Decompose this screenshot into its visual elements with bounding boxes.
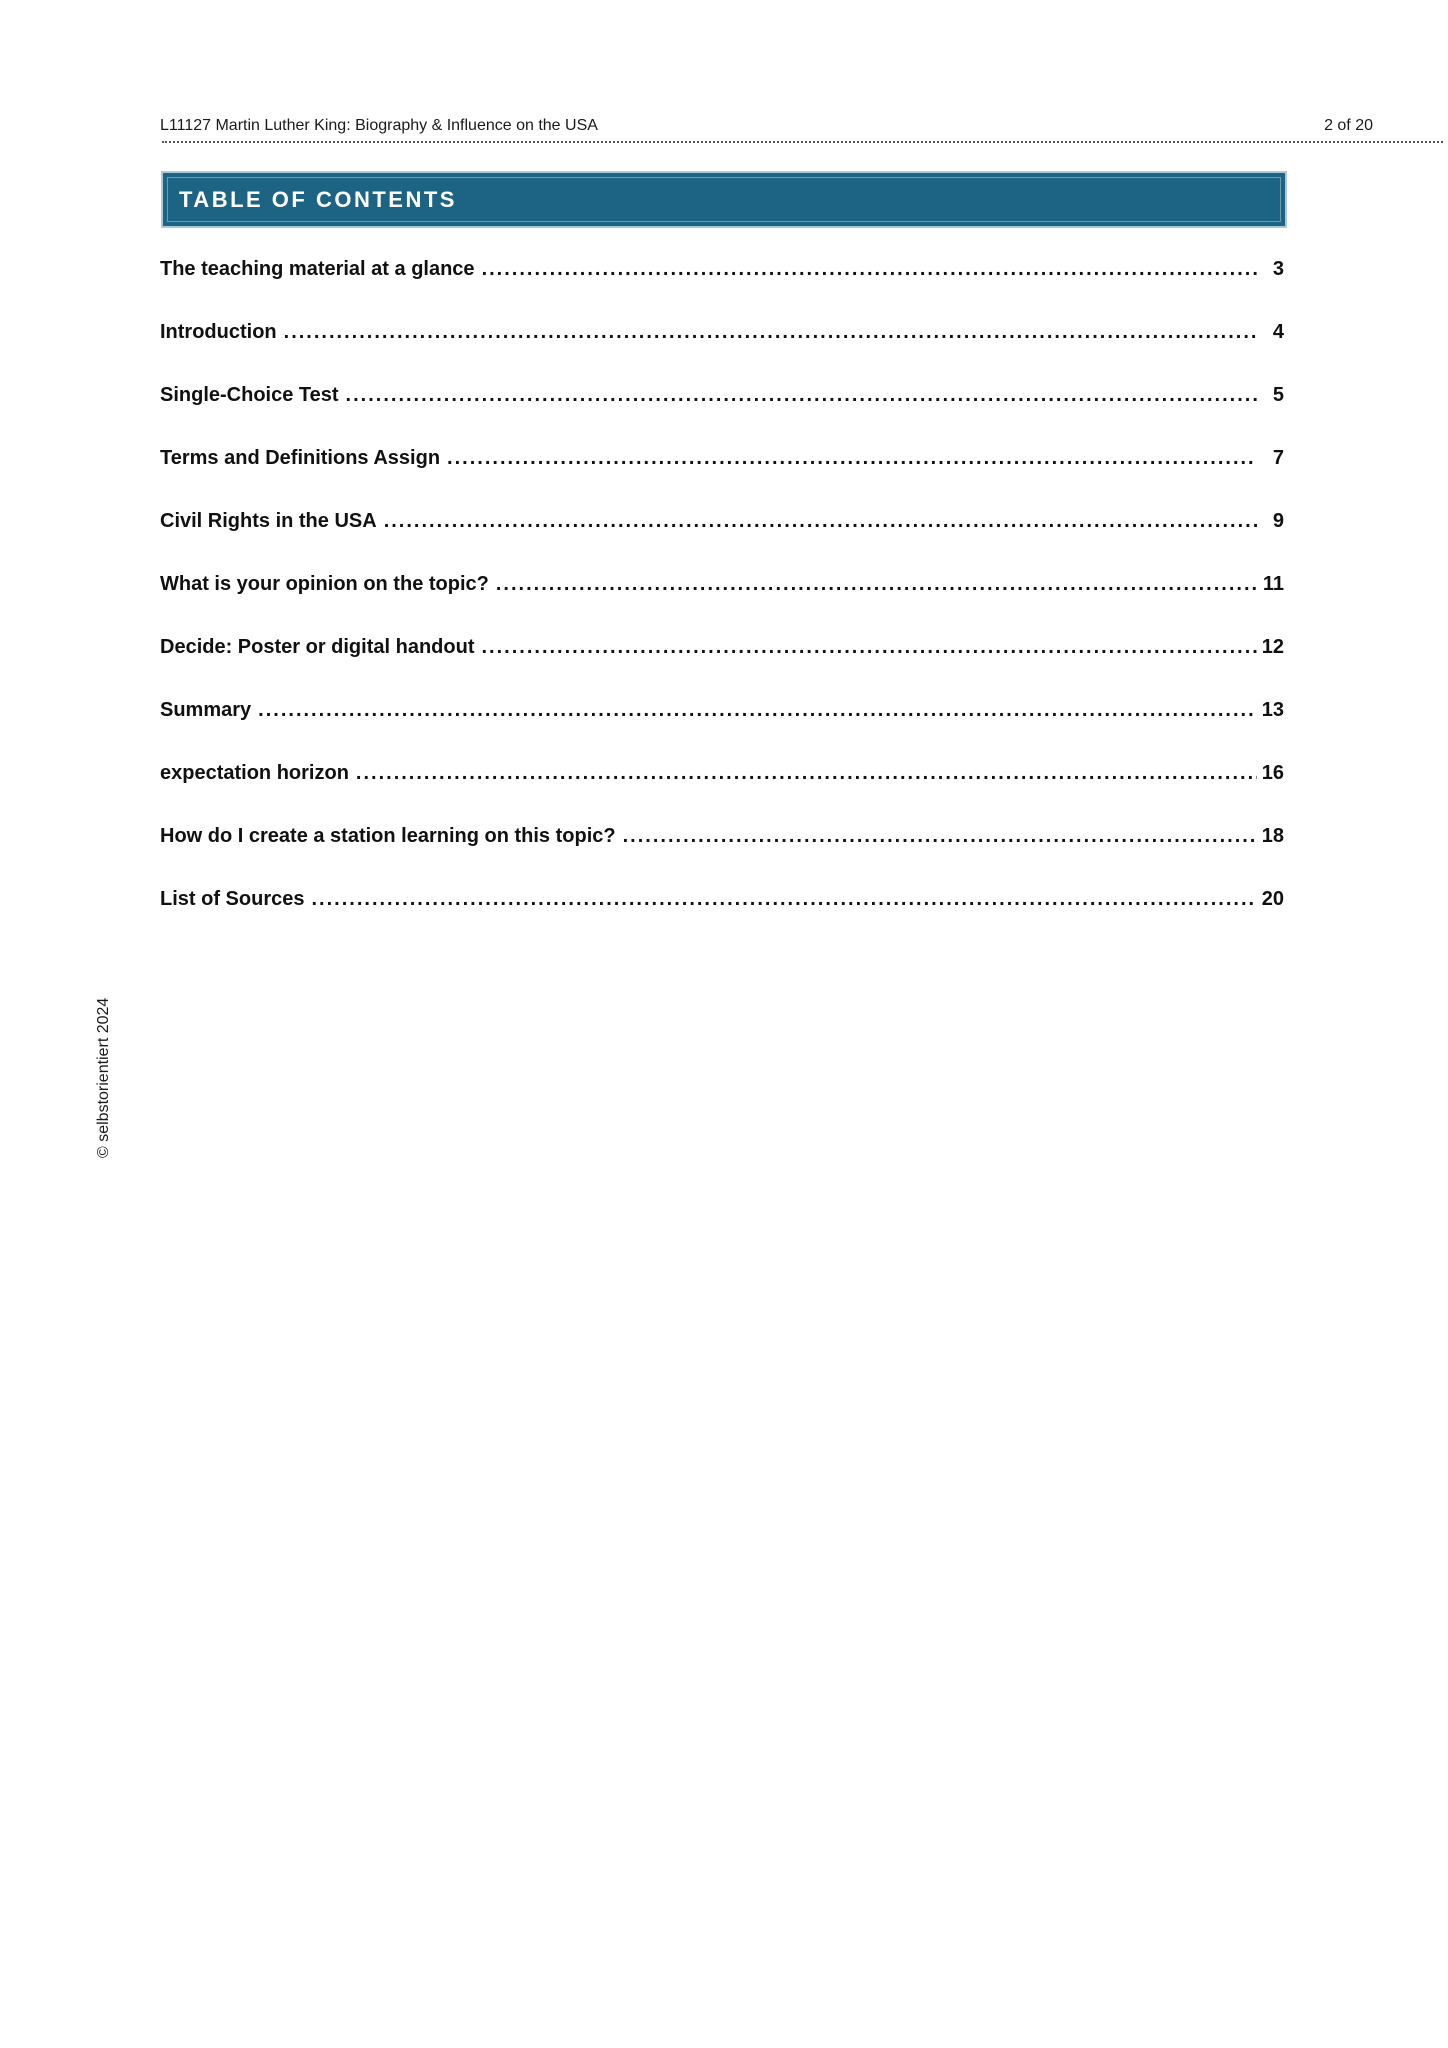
toc-leader-dots: [311, 886, 1257, 912]
toc-entry[interactable]: [160, 319, 1284, 382]
copyright-vertical-text: © selbstorientiert 2024: [95, 997, 112, 1158]
header-divider-rule: [162, 141, 1443, 143]
toc-entry[interactable]: [160, 571, 1284, 634]
toc-entry-label: Summary: [160, 699, 252, 721]
toc-entry[interactable]: [160, 445, 1284, 508]
running-header: [160, 114, 1373, 138]
toc-entry-page: 4: [1272, 321, 1284, 343]
toc-entry[interactable]: [160, 256, 1284, 319]
toc-entry[interactable]: [160, 634, 1284, 697]
toc-leader-dots: [482, 256, 1257, 282]
toc-entry-label: What is your opinion on the topic?: [160, 573, 489, 595]
toc-entry-page: 12: [1261, 636, 1284, 658]
toc-leader-dots: [258, 697, 1257, 723]
header-doc-title: L11127 Martin Luther King: Biography & Influence on the USA: [160, 117, 598, 134]
toc-leader-dots: [384, 508, 1257, 534]
toc-entry-label: The teaching material at a glance: [160, 258, 475, 280]
toc-entry-page: 9: [1272, 510, 1284, 532]
toc-entry-page: 13: [1261, 699, 1284, 721]
toc-entry[interactable]: [160, 697, 1284, 760]
toc-entry-page: 16: [1261, 762, 1284, 784]
toc-entry-label: Terms and Definitions Assign: [160, 447, 441, 469]
toc-leader-dots: [481, 634, 1257, 660]
toc-entry[interactable]: [160, 760, 1284, 823]
toc-entry-page: 7: [1272, 447, 1284, 469]
toc-banner-title: TABLE OF CONTENTS: [179, 186, 457, 212]
toc-leader-dots: [346, 382, 1257, 408]
toc-entry-label: Decide: Poster or digital handout: [160, 636, 475, 658]
toc-leader-dots: [447, 445, 1257, 471]
toc-entry-page: 3: [1272, 258, 1284, 280]
toc-entry-label: List of Sources: [160, 888, 305, 910]
toc-entry-label: Introduction: [160, 321, 277, 343]
toc-entry-label: expectation horizon: [160, 762, 349, 784]
toc-leader-dots: [623, 823, 1257, 849]
toc-leader-dots: [284, 319, 1257, 345]
toc-leader-dots: [496, 571, 1257, 597]
header-page-indicator: 2 of 20: [1324, 117, 1373, 134]
toc-entry[interactable]: [160, 886, 1284, 949]
toc-banner: [161, 171, 1287, 228]
toc-entry-page: 18: [1261, 825, 1284, 847]
table-of-contents: [160, 256, 1284, 949]
toc-entry-page: 5: [1272, 384, 1284, 406]
toc-entry[interactable]: [160, 382, 1284, 445]
toc-entry-label: How do I create a station learning on this topic?: [160, 825, 616, 847]
toc-entry-page: 11: [1262, 573, 1284, 595]
toc-entry[interactable]: [160, 508, 1284, 571]
toc-leader-dots: [356, 760, 1257, 786]
toc-entry-page: 20: [1261, 888, 1284, 910]
toc-entry[interactable]: [160, 823, 1284, 886]
toc-entry-label: Civil Rights in the USA: [160, 510, 377, 532]
toc-entry-label: Single-Choice Test: [160, 384, 339, 406]
